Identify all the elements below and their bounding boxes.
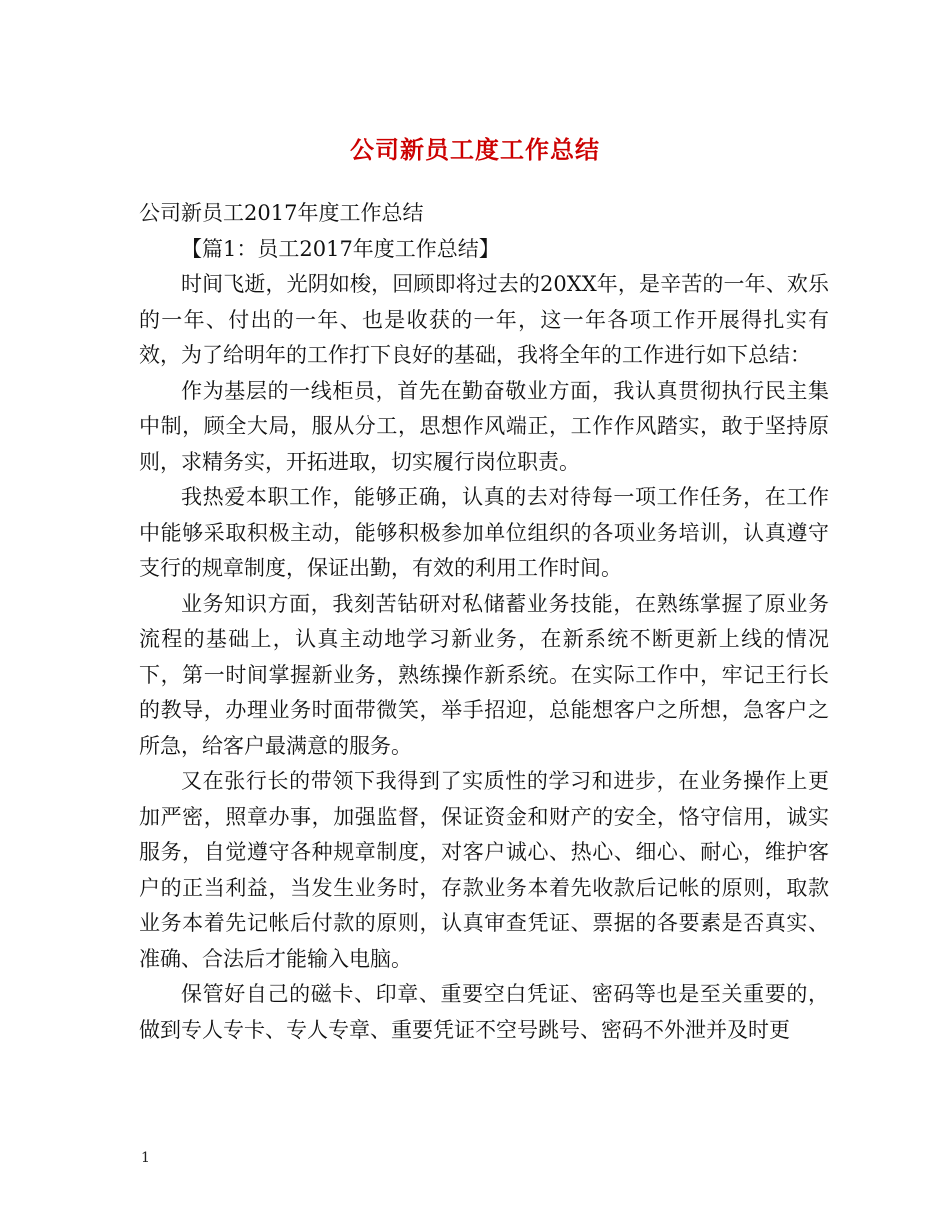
page-number: 1: [141, 1150, 150, 1166]
paragraph: 作为基层的一线柜员，首先在勤奋敬业方面，我认真贯彻执行民主集中制，顾全大局，服从分工，思想作风端正，工作作风踏实，敢于坚持原则，求精务实，开拓进取，切实履行岗位职责。: [139, 378, 829, 474]
paragraph: 我热爱本职工作，能够正确，认真的去对待每一项工作任务，在工作中能够采取积极主动，能够积极参加单位组织的各项业务培训，认真遵守支行的规章制度，保证出勤，有效的利用工作时间。: [139, 485, 829, 580]
paragraph: 时间飞逝，光阴如梭，回顾即将过去的20XX年，是辛苦的一年、欢乐的一年、付出的一年、也是收获的一年，这一年各项工作开展得扎实有效，为了给明年的工作打下良好的基础，我将全年的工作进行如下总结：: [139, 272, 829, 367]
document-subtitle: 公司新员工2017年度工作总结: [139, 201, 424, 225]
section-heading: 【篇1：员工2017年度工作总结】: [181, 236, 500, 261]
document-title: 公司新员工度工作总结: [350, 135, 600, 164]
paragraph: 业务知识方面，我刻苦钻研对私储蓄业务技能，在熟练掌握了原业务流程的基础上，认真主动地学习新业务，在新系统不断更新上线的情况下，第一时间掌握新业务，熟练操作新系统。在实际工作中，牢记王行长的教导，办理业务时面带微笑，举手招迎，总能想客户之所想，急客户之所急，给客户最满意的服务。: [139, 591, 829, 758]
paragraph: 保管好自己的磁卡、印章、重要空白凭证、密码等也是至关重要的，做到专人专卡、专人专章、重要凭证不空号跳号、密码不外泄并及时更: [139, 982, 829, 1042]
paragraph: 又在张行长的带领下我得到了实质性的学习和进步，在业务操作上更加严密，照章办事，加强监督，保证资金和财产的安全，恪守信用，诚实服务，自觉遵守各种规章制度，对客户诚心、热心、细心、耐心，维护客户的正当利益，当发生业务时，存款业务本着先收款后记帐的原则，取款业务本着先记帐后付款的原则，认真审查凭证、票据的各要素是否真实、准确、合法后才能输入电脑。: [139, 769, 829, 971]
document-body: [139, 196, 829, 1048]
